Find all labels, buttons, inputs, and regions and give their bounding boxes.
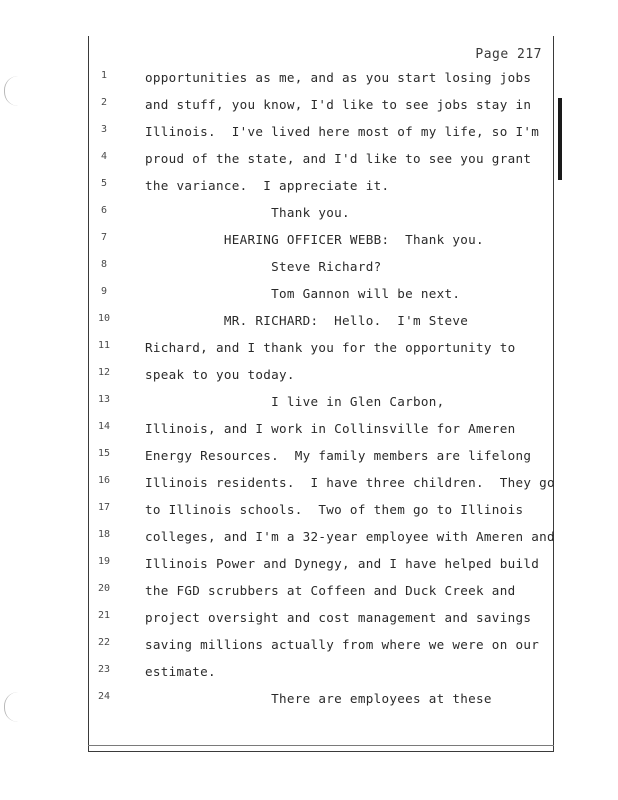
transcript-line: the FGD scrubbers at Coffeen and Duck Creek and: [145, 583, 516, 598]
line-number: 12: [97, 367, 111, 378]
transcript-line: HEARING OFFICER WEBB: Thank you.: [145, 232, 484, 247]
transcript-line: Tom Gannon will be next.: [145, 286, 461, 301]
transcript-line: the variance. I appreciate it.: [145, 178, 390, 193]
transcript-line: Energy Resources. My family members are lifelong: [145, 448, 532, 463]
line-number: 5: [100, 178, 108, 189]
margin-bar-mark: [558, 98, 562, 180]
transcript-line: Illinois Power and Dynegy, and I have helped build: [145, 556, 540, 571]
page-number: Page 217: [475, 47, 542, 62]
line-number: 9: [100, 286, 108, 297]
line-number: 19: [97, 556, 111, 567]
line-number: 7: [100, 232, 108, 243]
binder-hole-mark: [4, 692, 21, 722]
transcript-line: Steve Richard?: [145, 259, 382, 274]
transcript-line: to Illinois schools. Two of them go to Illinois: [145, 502, 524, 517]
transcript-line: and stuff, you know, I'd like to see jobs stay in: [145, 97, 532, 112]
transcript-line: MR. RICHARD: Hello. I'm Steve: [145, 313, 469, 328]
line-number: 8: [100, 259, 108, 270]
line-number: 24: [97, 691, 111, 702]
line-number: 10: [97, 313, 111, 324]
line-number: 17: [97, 502, 111, 513]
line-number: 21: [97, 610, 111, 621]
line-number: 4: [100, 151, 108, 162]
line-number: 22: [97, 637, 111, 648]
transcript-line: Illinois. I've lived here most of my life, so I'm: [145, 124, 540, 139]
transcript-line: Richard, and I thank you for the opportunity to: [145, 340, 516, 355]
line-number: 23: [97, 664, 111, 675]
transcript-line: proud of the state, and I'd like to see you grant: [145, 151, 532, 166]
binder-hole-mark: [4, 76, 21, 106]
transcript-line: colleges, and I'm a 32-year employee with Ameren and: [145, 529, 555, 544]
transcript-line: Thank you.: [145, 205, 350, 220]
transcript-line: opportunities as me, and as you start losing jobs: [145, 70, 532, 85]
transcript-line: speak to you today.: [145, 367, 295, 382]
page-bottom-rule: [88, 745, 554, 746]
transcript-line: saving millions actually from where we were on our: [145, 637, 540, 652]
transcript-line: There are employees at these: [145, 691, 492, 706]
line-number: 2: [100, 97, 108, 108]
line-number: 16: [97, 475, 111, 486]
line-number: 1: [100, 70, 108, 81]
line-number: 20: [97, 583, 111, 594]
transcript-line: I live in Glen Carbon,: [145, 394, 445, 409]
line-number: 14: [97, 421, 111, 432]
line-number: 11: [97, 340, 111, 351]
line-number: 13: [97, 394, 111, 405]
line-number: 15: [97, 448, 111, 459]
line-number: 6: [100, 205, 108, 216]
transcript-line: estimate.: [145, 664, 216, 679]
line-number: 18: [97, 529, 111, 540]
line-number: 3: [100, 124, 108, 135]
transcript-line: project oversight and cost management and savings: [145, 610, 532, 625]
transcript-line: Illinois, and I work in Collinsville for Ameren: [145, 421, 516, 436]
transcript-line: Illinois residents. I have three children. They go: [145, 475, 555, 490]
